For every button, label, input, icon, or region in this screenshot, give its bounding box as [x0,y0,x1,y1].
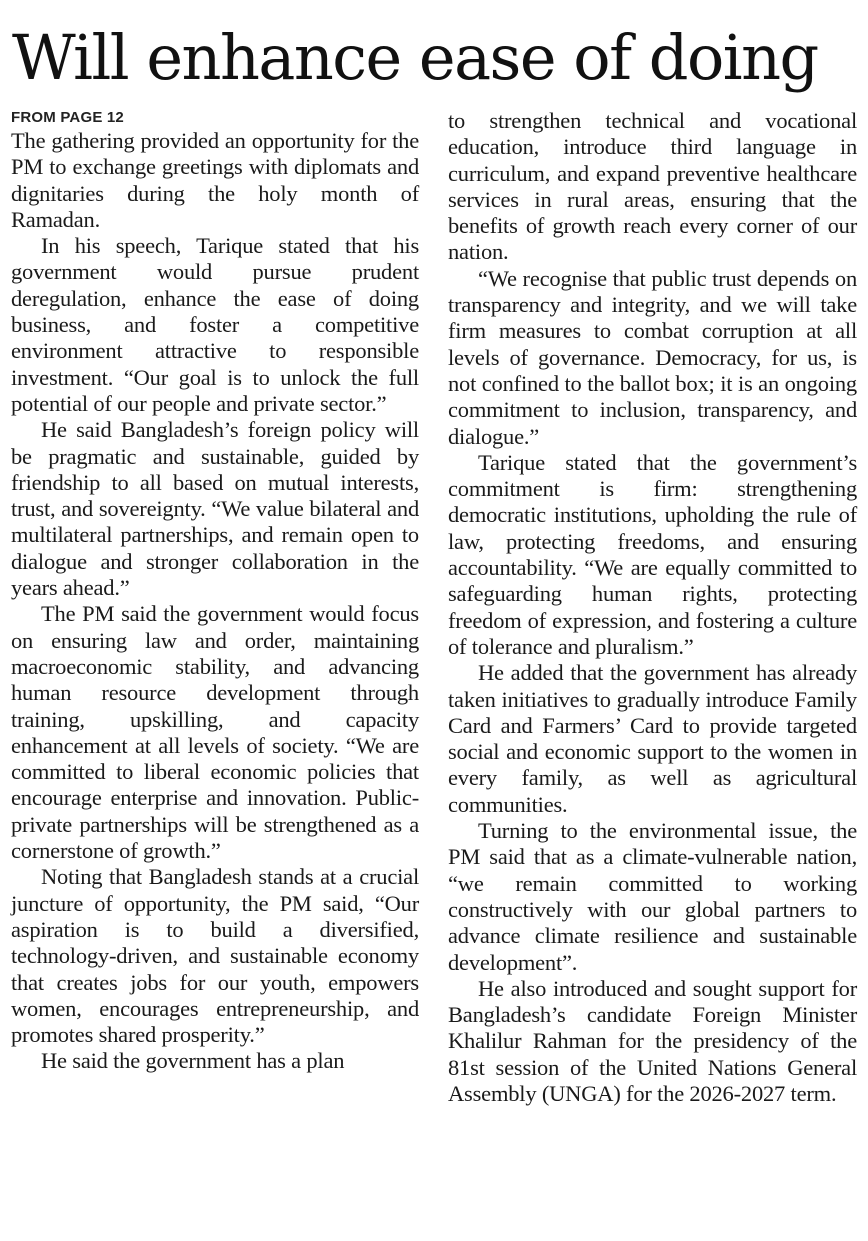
paragraph: The gathering provided an opportunity for the PM to exchange greetings with diplomats and dignitaries during the holy month of Ramadan. [11,128,419,232]
left-column [11,108,419,1075]
paragraph: In his speech, Tarique stated that his government would pursue prudent deregulation, enhance the ease of doing business, and foster a competitive environment attractive to responsible investment. “Our goal is to unlock the full potential of our people and private sector.” [11,233,419,416]
paragraph: The PM said the government would focus on ensuring law and order, maintaining macroeconomic stability, and advancing human resource development through training, upskilling, and capacity enhancement at all levels of society. “We are committed to liberal economic policies that encourage enterprise and innovation. Public-private partnerships will be strengthened as a cornerstone of growth.” [11,601,419,864]
paragraph: Tarique stated that the government’s commitment is firm: strengthening democratic institutions, upholding the rule of law, protecting freedoms, and ensuring accountability. “We are equally committed to safeguarding human rights, protecting freedom of expression, and fostering a culture of tolerance and pluralism.” [448,449,857,659]
paragraph: He said the government has a plan [41,1048,345,1074]
paragraph: He said Bangladesh’s foreign policy will be pragmatic and sustainable, guided by friendship to all based on mutual interests, trust, and sovereignty. “We value bilateral and multilateral partnerships, and remain open to dialogue and stronger collaboration in the years ahead.” [11,417,419,601]
paragraph: He also introduced and sought support for Bangladesh’s candidate Foreign Minister Khalilur Rahman for the presidency of the 81st session of the United Nations General Assembly (UNGA) for the 2026-2027 term. [448,975,857,1106]
continuation-kicker: FROM PAGE 12 [11,109,124,126]
paragraph: to strengthen technical and vocational education, introduce third language in curriculum, and expand preventive healthcare services in rural areas, ensuring that the benefits of growth reach every corner of our nation. [448,108,857,265]
paragraph: He added that the government has already taken initiatives to gradually introduce Family Card and Farmers’ Card to provide targeted social and economic support to the women in every family, as well as agricultural communities. [448,660,857,817]
paragraph: “We recognise that public trust depends on transparency and integrity, and we will take firm measures to combat corruption at all levels of governance. Democracy, for us, is not confined to the ballot box; it is an ongoing commitment to inclusion, transparency, and dialogue.” [448,265,857,449]
paragraph: Turning to the environmental issue, the PM said that as a climate-vulnerable nation, “we remain committed to working constructively with our global partners to advance climate resilience and sustainable development”. [448,818,857,975]
headline: Will enhance ease of doing [12,21,818,94]
paragraph: Noting that Bangladesh stands at a crucial juncture of opportunity, the PM said, “Our aspiration is to build a diversified, technology-driven, and sustainable economy that creates jobs for our youth, empowers women, encourages entrepreneurship, and promotes shared prosperity.” [11,864,419,1048]
right-column [448,108,857,1107]
